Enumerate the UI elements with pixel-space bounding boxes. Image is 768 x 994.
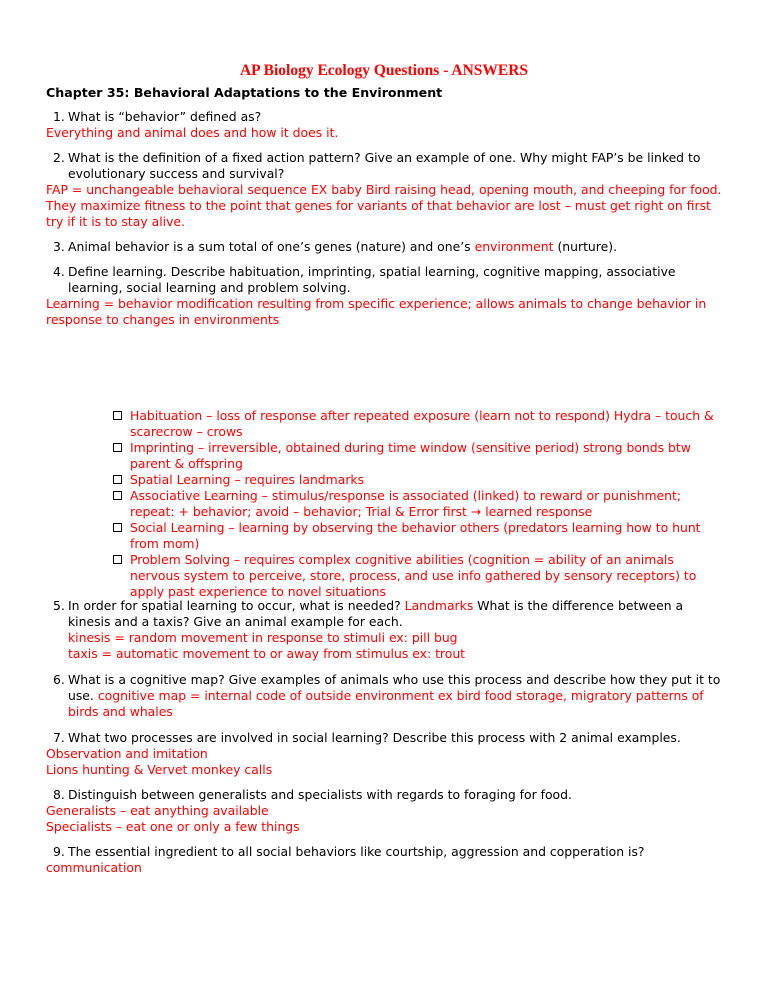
answer-1: Everything and animal does and how it does it.: [46, 125, 339, 140]
answer-6: cognitive map = internal code of outside environment ex bird food storage, migratory patterns of birds and whales: [68, 688, 704, 719]
question-text: What two processes are involved in social learning? Describe this process with 2 animal examples.: [68, 730, 681, 745]
answer-7-line-1: Observation and imitation: [46, 746, 208, 761]
answer-2-line-2: They maximize fitness to the point that genes for variants of that behavior are lost – must get right on first try if it is to stay alive.: [46, 198, 711, 229]
checkbox-bullet-icon: [113, 491, 122, 500]
answer-5-inline: Landmarks: [404, 598, 474, 613]
question-number: 4.: [53, 264, 65, 279]
answer-5-line-2: taxis = automatic movement to or away from stimulus ex: trout: [68, 646, 466, 661]
question-number: 5.: [53, 598, 65, 613]
question-number: 8.: [53, 787, 65, 802]
question-8: [53, 787, 723, 803]
list-item: Social Learning – learning by observing the behavior others (predators learning how to hunt from mom): [112, 520, 727, 552]
answer-5-line-1: kinesis = random movement in response to stimuli ex: pill bug: [68, 630, 458, 645]
question-text-after: (nurture).: [553, 239, 618, 254]
checkbox-bullet-icon: [113, 523, 122, 532]
answer-8-line-1: Generalists – eat anything available: [46, 803, 269, 818]
question-9: [53, 844, 723, 860]
question-text-before: In order for spatial learning to occur, what is needed?: [68, 598, 405, 613]
answer-4: Learning = behavior modification resulting from specific experience; allows animals to change behavior in response to changes in environments: [46, 296, 707, 327]
answer-8-line-2: Specialists – eat one or only a few things: [46, 819, 300, 834]
answer-7-line-2: Lions hunting & Vervet monkey calls: [46, 762, 273, 777]
checkbox-bullet-icon: [113, 475, 122, 484]
list-item: Habituation – loss of response after repeated exposure (learn not to respond) Hydra – touch & scarecrow – crows: [112, 408, 727, 440]
answer-3: environment: [474, 239, 554, 254]
question-text: The essential ingredient to all social behaviors like courtship, aggression and copperation is?: [68, 844, 645, 859]
question-1: [53, 109, 723, 125]
list-item: Spatial Learning – requires landmarks: [112, 472, 727, 488]
question-text: Define learning. Describe habituation, imprinting, spatial learning, cognitive mapping, associative learning, social learning and problem solving.: [68, 264, 676, 295]
question-6: [53, 672, 723, 720]
question-7: [53, 730, 723, 746]
list-item: Imprinting – irreversible, obtained during time window (sensitive period) strong bonds btw parent & offspring: [112, 440, 727, 472]
question-4: [53, 264, 723, 296]
answer-2-line-1: FAP = unchangeable behavioral sequence EX baby Bird raising head, opening mouth, and cheeping for food.: [46, 182, 722, 197]
chapter-heading: Chapter 35: Behavioral Adaptations to the Environment: [46, 85, 443, 100]
list-item: Problem Solving – requires complex cognitive abilities (cognition = ability of an animals nervous system to perceive, store, process, and use info gathered by sensory receptors) to apply past experience to novel situations: [112, 552, 727, 600]
answer-9: communication: [46, 860, 142, 875]
checkbox-bullet-icon: [113, 443, 122, 452]
question-text-before: Animal behavior is a sum total of one’s genes (nature) and one’s: [68, 239, 475, 254]
question-number: 6.: [53, 672, 65, 687]
question-3: [53, 239, 723, 255]
question-number: 9.: [53, 844, 65, 859]
question-text: Distinguish between generalists and specialists with regards to foraging for food.: [68, 787, 572, 802]
list-item: Associative Learning – stimulus/response is associated (linked) to reward or punishment; repeat: + behavior; avoid – behavior; Trial & Error first → learned response: [112, 488, 727, 520]
question-number: 3.: [53, 239, 65, 254]
checkbox-bullet-icon: [113, 411, 122, 420]
question-text: What is the definition of a fixed action pattern? Give an example of one. Why might FAP’s be linked to evolutionary success and survival?: [68, 150, 701, 181]
question-number: 1.: [53, 109, 65, 124]
question-2: [53, 150, 723, 182]
question-5: [53, 598, 723, 630]
arrow-right-icon: →: [470, 504, 482, 519]
page-title: AP Biology Ecology Questions - ANSWERS: [239, 62, 529, 79]
checkbox-bullet-icon: [113, 555, 122, 564]
question-number: 2.: [53, 150, 65, 165]
question-text: What is “behavior” defined as?: [68, 109, 262, 124]
question-number: 7.: [53, 730, 65, 745]
question-text: What is a cognitive map? Give examples of animals who use this process and describe how they put it to use.: [68, 672, 721, 703]
learning-types-list: [112, 408, 727, 600]
question-text-after: What is the difference between a kinesis and a taxis? Give an animal example for each.: [68, 598, 684, 629]
